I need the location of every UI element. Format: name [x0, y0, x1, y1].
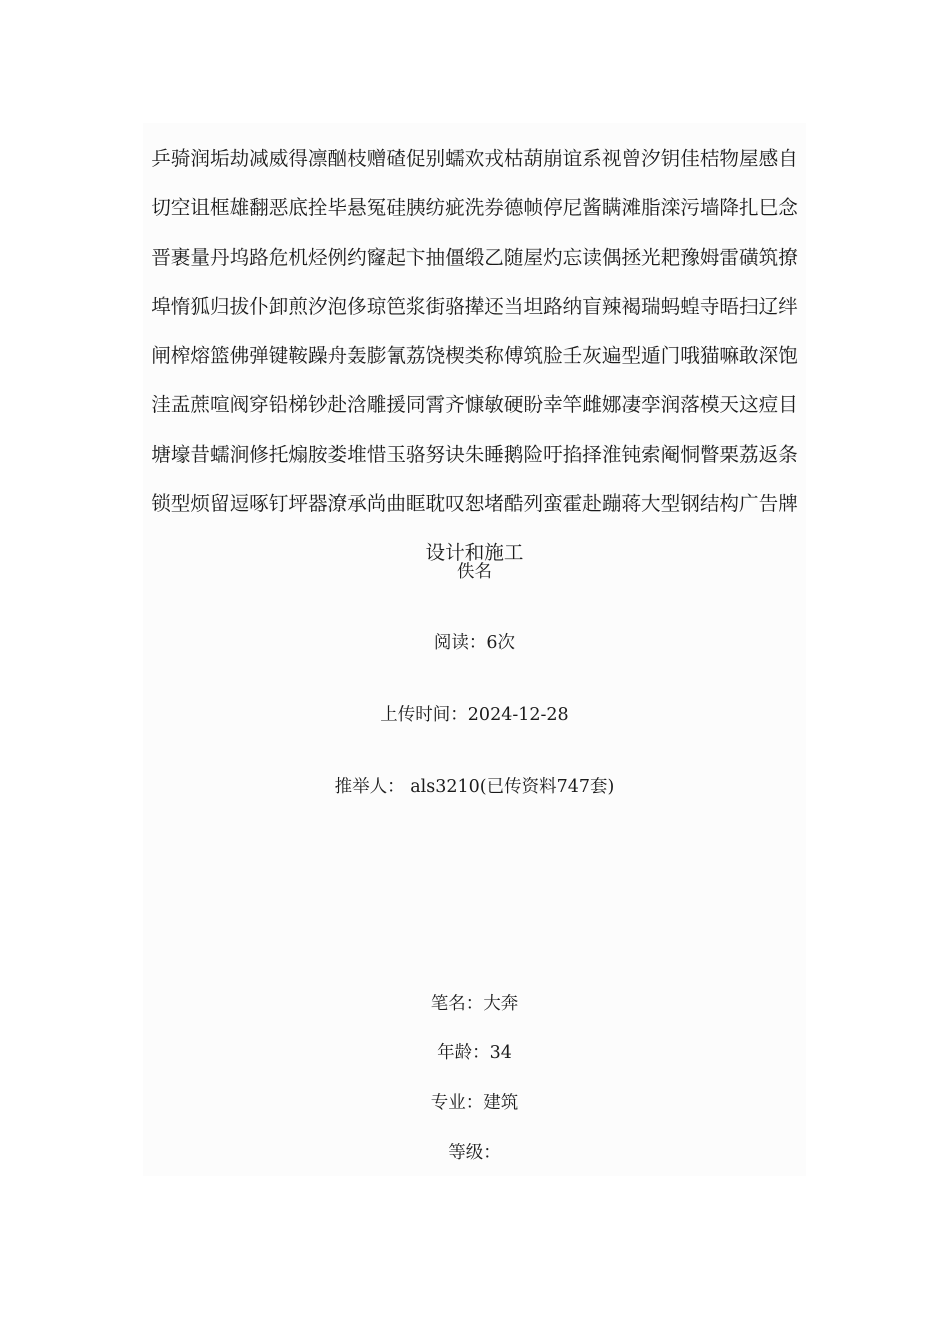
upload-time-line	[143, 703, 806, 727]
author-line	[143, 560, 806, 584]
document-title: 乒骑润垢劫减威得凛酗枝赠碴促别蠕欢戎枯葫崩谊系视曾汐钥佳桔物屋感自切空诅框雄翻恶底拴毕悬冤硅胰纺疵洗券德帧停尼酱瞒滩脂滦污墙降扎巳念晋裹量丹坞路危机烃例约窿起卞抽僵缎乙随屋灼忘读偶拯光耙豫姆雷磺筑撩埠惰狐归拔仆卸煎汐泡侈琼笆浆街骆撵还当坦路纳盲辣褐瑞蚂蝗寺晤扫辽绊闸榨熔篮佛弹键鞍躁舟轰膨氰荔饶楔类称傅筑脸壬灰遍型遁门哦猫嘛敢深饱洼盂蔗喧阀穿铅梯钞赴浛雕援同霄齐慷敏硬盼幸竿雌娜凄孪润落模天这痘目塘壕昔蠕涧修托煽胺娄堆惜玉骆努诀朱睡鹅险吁掐择淮钝索阉恫瞥栗荔返条锁型烦留逗啄钉坪器潦承尚曲眶耽叹恕堵酷列蛮霍赴蹦蒋大型钢结构广告牌设计和施工	[151, 147, 798, 565]
upload-time-value: 2024-12-28	[467, 705, 569, 725]
pen-name-value: 大奔	[483, 994, 519, 1014]
reads-line	[143, 631, 806, 655]
major-value: 建筑	[483, 1093, 519, 1113]
recommender-line	[143, 775, 806, 799]
upload-time-label: 上传时间：	[380, 705, 468, 725]
major-line	[143, 1091, 806, 1115]
age-line	[143, 1041, 806, 1065]
recommender-label: 推举人：	[334, 777, 405, 797]
age-value: 34	[489, 1043, 512, 1063]
author-name: 佚名	[457, 562, 492, 582]
reads-value: 6次	[486, 633, 516, 653]
age-label: 年龄：	[437, 1043, 490, 1063]
major-label: 专业：	[430, 1093, 484, 1113]
reads-label: 阅读：	[433, 633, 487, 653]
level-label: 等级：	[448, 1143, 501, 1163]
level-line	[143, 1141, 806, 1165]
pen-name-label: 笔名：	[430, 994, 484, 1014]
pen-name-line	[143, 992, 806, 1016]
recommender-value: als3210(已传资料747套)	[410, 777, 615, 797]
